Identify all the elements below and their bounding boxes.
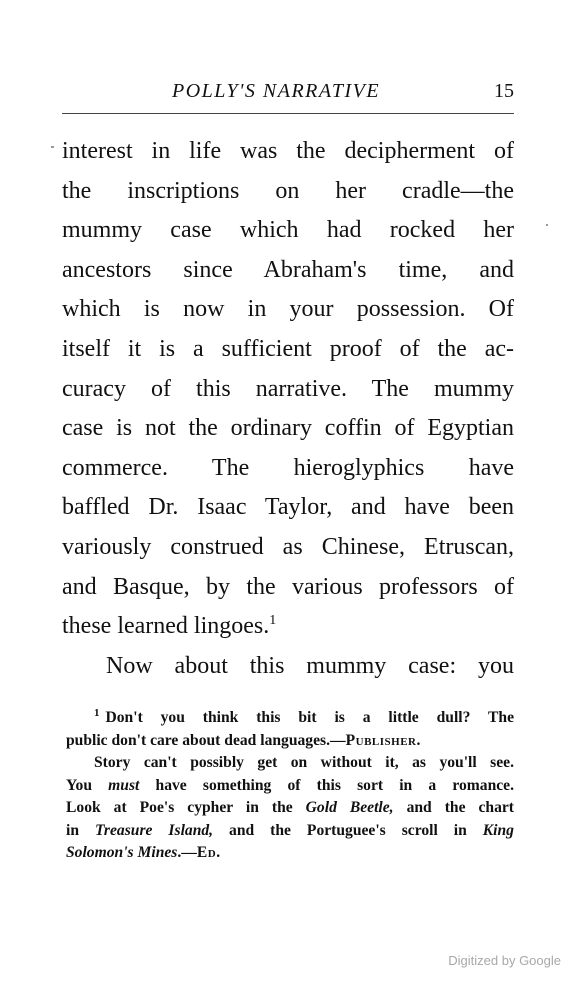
- digitized-watermark: Digitized by Google: [448, 953, 561, 968]
- footnote-line: [66, 707, 514, 730]
- footnote-title-solomons-mines: Solomon's Mines: [66, 844, 178, 861]
- footnote-title-gold-beetle: Gold Beetle,: [305, 799, 394, 816]
- footnote-reference: 1: [269, 613, 277, 629]
- print-speck: [546, 224, 548, 226]
- text-line: [62, 607, 514, 647]
- text-line: ancestors since Abraham's time, and: [62, 256, 514, 283]
- text-line: which is now in your possession. Of: [62, 296, 514, 323]
- footnote-text: Don't you think this bit is a little dull? The: [105, 709, 514, 726]
- footnote-emphasis: must: [108, 776, 140, 794]
- footnote-line: Story can't possibly get on without it, as you'll see.: [94, 754, 514, 771]
- footnote-line: [66, 842, 514, 865]
- page-number: 15: [494, 80, 514, 102]
- footnote-text: public don't care about dead languages.—: [66, 731, 346, 749]
- text-line-content: these learned lingoes.: [62, 613, 270, 640]
- footnote-signature-editor: Ed.: [196, 844, 221, 861]
- running-title: POLLY'S NARRATIVE: [172, 80, 381, 102]
- text-line: mummy case which had rocked her: [62, 217, 514, 244]
- footnote-text: and the chart: [393, 799, 514, 816]
- footnote-text: have something of this sort in a romance.: [139, 776, 514, 794]
- footnote-title-king: King: [482, 821, 514, 839]
- footnote-text: You: [66, 776, 109, 794]
- running-header: [62, 80, 514, 106]
- footnote-text: .—: [177, 844, 197, 861]
- text-line: interest in life was the decipherment of: [62, 138, 514, 164]
- text-line: variously construed as Chinese, Etruscan,: [62, 533, 514, 560]
- header-rule: [62, 113, 514, 114]
- print-speck: [51, 146, 54, 148]
- footnote-text: in: [66, 821, 95, 839]
- footnote-line: [66, 820, 514, 843]
- text-line: baffled Dr. Isaac Taylor, and have been: [62, 494, 514, 521]
- text-line: and Basque, by the various professors of: [62, 573, 514, 600]
- text-line: the inscriptions on her cradle—the: [62, 177, 514, 204]
- footnote-signature-publisher: Publisher.: [345, 731, 421, 749]
- footnote-text: Look at Poe's cypher in the: [66, 799, 306, 816]
- footnote-line: [66, 797, 514, 820]
- paragraph-start-line: Now about this mummy case: you: [106, 652, 514, 679]
- footnotes: [66, 707, 514, 865]
- body-text: [62, 132, 514, 686]
- footnote-line: [66, 730, 514, 753]
- footnote-title-treasure-island: Treasure Island,: [94, 821, 214, 839]
- footnote-marker: 1: [94, 706, 100, 719]
- text-line: commerce. The hieroglyphics have: [62, 454, 514, 481]
- text-line: case is not the ordinary coffin of Egyptian: [62, 415, 514, 442]
- footnote-line: [66, 775, 514, 798]
- footnote-text: and the Portuguee's scroll in: [213, 821, 483, 839]
- text-line: itself it is a sufficient proof of the ac-: [62, 335, 514, 362]
- text-line: curacy of this narrative. The mummy: [62, 375, 514, 402]
